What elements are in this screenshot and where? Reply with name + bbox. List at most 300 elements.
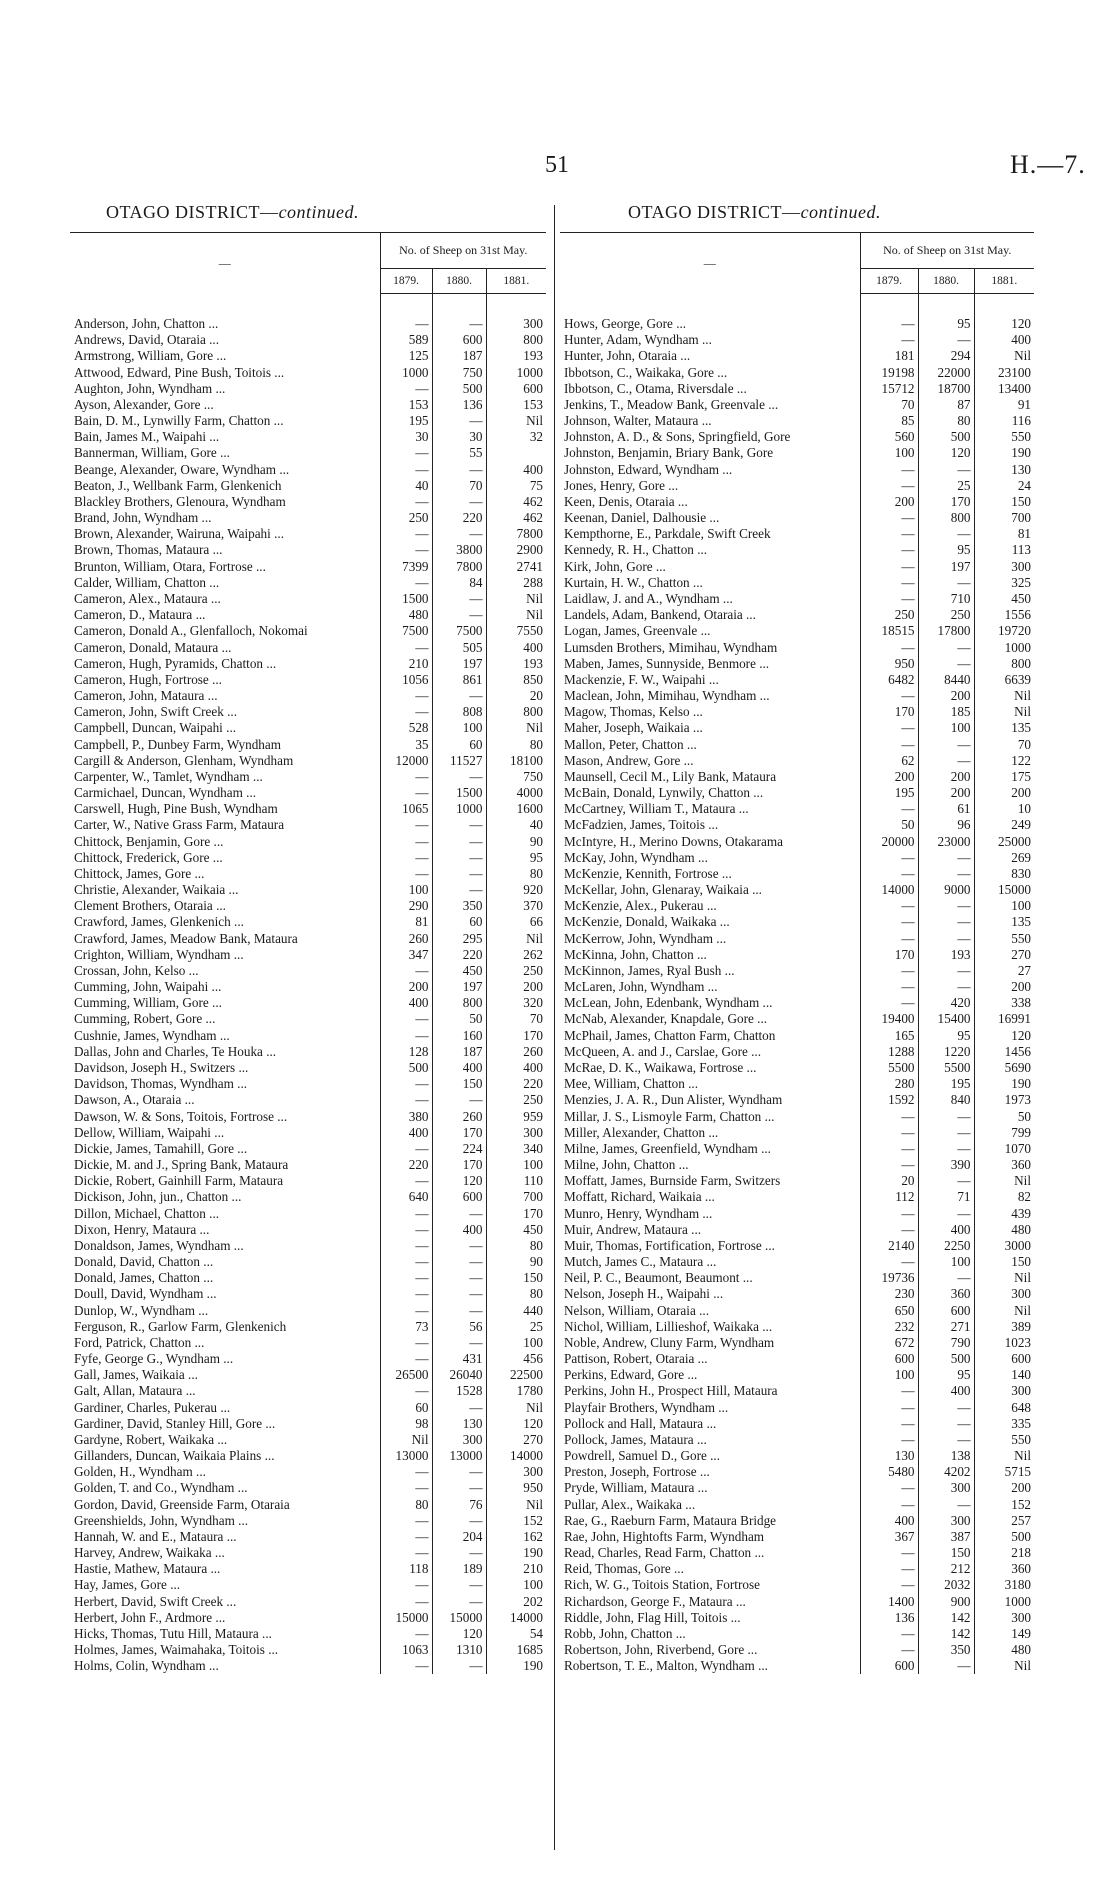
sheep-1879: 100 [380,882,432,898]
sheep-1880: 197 [432,979,486,995]
sheep-1881: 153 [486,397,546,413]
sheep-1881: 200 [486,979,546,995]
sheep-1881: 25000 [974,834,1034,850]
sheep-1880: 170 [432,1125,486,1141]
sheep-1879: — [860,1222,918,1238]
owner-name: Harvey, Andrew, Waikaka ... [74,1545,225,1561]
table-row [70,1189,546,1205]
table-row [70,639,546,655]
owner-name: McKenzie, Alex., Pukerau ... [564,898,717,914]
sheep-1881: 23100 [974,365,1034,381]
sheep-1879: 12000 [380,753,432,769]
page-code: H.—7. [1010,150,1086,179]
sheep-1880: — [918,736,974,752]
owner-name: Cameron, D., Mataura ... [74,607,206,623]
owner-name: Golden, T. and Co., Wyndham ... [74,1480,248,1496]
sheep-1879: — [380,1302,432,1318]
sheep-1879: — [860,1254,918,1270]
owner-name: Lumsden Brothers, Mimihau, Wyndham [564,639,778,655]
left-table-body [70,294,546,1675]
sheep-1880: 22000 [918,365,974,381]
table-row [560,1351,1034,1367]
sheep-1880: — [918,462,974,478]
sheep-1880: — [432,1594,486,1610]
sheep-1880: 500 [918,429,974,445]
sheep-1881: 190 [974,445,1034,461]
owner-name: Dellow, William, Waipahi ... [74,1124,225,1140]
sheep-1881: 80 [486,1238,546,1254]
sheep-1880: 710 [918,591,974,607]
sheep-1879: 165 [860,1028,918,1044]
table-row [70,769,546,785]
owner-name: McLaren, John, Wyndham ... [564,979,718,995]
sheep-1880: — [918,1497,974,1513]
sheep-1879: 50 [860,817,918,833]
owner-name: Ibbotson, C., Otama, Riversdale ... [564,380,747,396]
table-row [560,1222,1034,1238]
sheep-1880: 400 [918,1222,974,1238]
table-row [70,316,546,332]
sheep-1879: — [860,1626,918,1642]
sheep-1881: 40 [486,817,546,833]
sheep-1881: 80 [486,736,546,752]
sheep-1880: 1000 [432,801,486,817]
sheep-1880: — [918,850,974,866]
sheep-1879: 589 [380,332,432,348]
sheep-1880: 220 [432,510,486,526]
table-row [560,1383,1034,1399]
table-row [560,866,1034,882]
owner-name: Miller, Alexander, Chatton ... [564,1124,719,1140]
sheep-1881: 3000 [974,1238,1034,1254]
sheep-1879: 500 [380,1060,432,1076]
sheep-1881: 269 [974,850,1034,866]
sheep-1881: 389 [974,1319,1034,1335]
owner-name: Read, Charles, Read Farm, Chatton ... [564,1545,765,1561]
table-row [70,478,546,494]
table-row [560,963,1034,979]
owner-name: Mallon, Peter, Chatton ... [564,736,697,752]
sheep-1881: 70 [974,736,1034,752]
sheep-1880: 260 [432,1108,486,1124]
owner-name: Jones, Henry, Gore ... [564,477,679,493]
sheep-1880: 130 [432,1416,486,1432]
owner-name: Maunsell, Cecil M., Lily Bank, Mataura [564,768,777,784]
owner-name: Chittock, Frederick, Gore ... [74,849,223,865]
sheep-1881: 190 [486,1545,546,1561]
owner-name: Kurtain, H. W., Chatton ... [564,574,703,590]
sheep-1881: 54 [486,1626,546,1642]
sheep-1880: 5500 [918,1060,974,1076]
sheep-1881: 170 [486,1205,546,1221]
sheep-1880: — [918,898,974,914]
sheep-1881: 170 [486,1028,546,1044]
owner-name: Dillon, Michael, Chatton ... [74,1205,220,1221]
owner-name: McKenzie, Kennith, Fortrose ... [564,865,732,881]
owner-name: Menzies, J. A. R., Dun Alister, Wyndham [564,1092,783,1108]
sheep-1880: 13000 [432,1448,486,1464]
sheep-1881: 400 [486,639,546,655]
sheep-1880: 84 [432,575,486,591]
table-row [70,753,546,769]
sheep-1881: 1685 [486,1642,546,1658]
table-row [560,510,1034,526]
sheep-1881: 202 [486,1594,546,1610]
sheep-1879: 13000 [380,1448,432,1464]
sheep-1881: 480 [974,1642,1034,1658]
left-year-1880: 1880. [432,269,486,294]
sheep-1880: — [432,850,486,866]
table-row [70,1092,546,1108]
right-year-1881: 1881. [974,269,1034,294]
sheep-1879: — [380,785,432,801]
sheep-1879: — [380,817,432,833]
sheep-1879: — [860,995,918,1011]
sheep-1879: 195 [860,785,918,801]
table-row [560,801,1034,817]
sheep-1881: 80 [486,1286,546,1302]
sheep-1879: — [380,1173,432,1189]
sheep-1880: — [918,656,974,672]
sheep-1879: — [380,1513,432,1529]
sheep-1881: 75 [486,478,546,494]
owner-name: Aughton, John, Wyndham ... [74,380,226,396]
table-row [70,656,546,672]
sheep-1880: — [432,1513,486,1529]
owner-name: Herbert, David, Swift Creek ... [74,1593,237,1609]
sheep-1880: — [432,1658,486,1674]
sheep-1880: — [432,1335,486,1351]
sheep-1879: 130 [860,1448,918,1464]
sheep-1879: — [860,462,918,478]
table-row [560,1157,1034,1173]
sheep-1880: 387 [918,1529,974,1545]
table-row [560,1497,1034,1513]
sheep-1880: 861 [432,672,486,688]
table-row [560,462,1034,478]
sheep-1881: 700 [486,1189,546,1205]
sheep-1880: — [918,1125,974,1141]
sheep-1881: 320 [486,995,546,1011]
owner-name: Ayson, Alexander, Gore ... [74,396,214,412]
sheep-1879: 2140 [860,1238,918,1254]
sheep-1880: — [432,882,486,898]
sheep-1880: 790 [918,1335,974,1351]
sheep-1879: 6482 [860,672,918,688]
left-title-text: OTAGO DISTRICT— [106,202,279,222]
owner-name: Mason, Andrew, Gore ... [564,752,694,768]
table-row [560,1610,1034,1626]
sheep-1881: Nil [974,1270,1034,1286]
sheep-1879: 260 [380,931,432,947]
table-row [70,1108,546,1124]
table-row [560,914,1034,930]
sheep-1880: 138 [918,1448,974,1464]
owner-name: Armstrong, William, Gore ... [74,348,227,364]
sheep-1880: — [432,607,486,623]
sheep-1880: — [918,1658,974,1674]
sheep-1879: — [860,542,918,558]
sheep-1880: — [918,1173,974,1189]
sheep-1879: 60 [380,1400,432,1416]
sheep-1881: 27 [974,963,1034,979]
owner-name: Chittock, James, Gore ... [74,865,205,881]
sheep-1880: 80 [918,413,974,429]
sheep-1881: 16991 [974,1011,1034,1027]
sheep-1880: — [918,1270,974,1286]
table-row [70,1642,546,1658]
sheep-1881: 850 [486,672,546,688]
right-group-header: No. of Sheep on 31st May. [860,233,1034,269]
sheep-1881: 400 [486,1060,546,1076]
sheep-1879: — [860,575,918,591]
sheep-1880: 100 [918,1254,974,1270]
sheep-1880: 200 [918,769,974,785]
table-row [70,381,546,397]
sheep-1879: — [860,866,918,882]
table-row [70,575,546,591]
table-row [560,1270,1034,1286]
left-group-header: No. of Sheep on 31st May. [380,233,546,269]
sheep-1879: — [860,591,918,607]
sheep-1879: 250 [860,607,918,623]
sheep-1880: 142 [918,1610,974,1626]
sheep-1881: Nil [486,413,546,429]
owner-name: Perkins, Edward, Gore ... [564,1367,698,1383]
sheep-1880: 8440 [918,672,974,688]
sheep-1881: 3180 [974,1577,1034,1593]
sheep-1880: 87 [918,397,974,413]
table-row [70,1319,546,1335]
sheep-1879: 220 [380,1157,432,1173]
sheep-1879: 250 [380,510,432,526]
sheep-1880: 187 [432,1044,486,1060]
sheep-1880: 170 [918,494,974,510]
table-row [70,720,546,736]
sheep-1880: — [432,1254,486,1270]
spacer-row [560,294,1034,317]
owner-name: Rae, G., Raeburn Farm, Mataura Bridge [564,1512,777,1528]
sheep-1879: 112 [860,1189,918,1205]
table-row [560,1205,1034,1221]
sheep-1880: 17800 [918,623,974,639]
sheep-1881: 135 [974,720,1034,736]
sheep-1879: — [380,1238,432,1254]
sheep-1881: 550 [974,429,1034,445]
table-row [70,850,546,866]
sheep-1881: 262 [486,947,546,963]
table-row [560,575,1034,591]
table-row [560,559,1034,575]
owner-name: Cameron, Donald A., Glenfalloch, Nokomai [74,623,308,639]
sheep-1880: 750 [432,365,486,381]
sheep-1880: 150 [432,1076,486,1092]
sheep-1879: — [380,1545,432,1561]
table-row [70,882,546,898]
sheep-1881: 70 [486,1011,546,1027]
owner-name: Keenan, Daniel, Dalhousie ... [564,510,720,526]
table-row [560,817,1034,833]
left-title-suffix: continued. [278,202,360,222]
sheep-1879: 62 [860,753,918,769]
table-row [560,413,1034,429]
sheep-1879: 640 [380,1189,432,1205]
owner-name: Cameron, Alex., Mataura ... [74,591,221,606]
sheep-1879: — [380,1626,432,1642]
sheep-1879: — [380,1480,432,1496]
sheep-1879: — [860,316,918,332]
owner-name: Cameron, John, Mataura ... [74,688,218,704]
owner-name: McRae, D. K., Waikawa, Fortrose ... [564,1059,757,1075]
owner-name: Carter, W., Native Grass Farm, Mataura [74,817,285,833]
sheep-1879: — [860,1125,918,1141]
table-row [70,947,546,963]
owner-name: Mackenzie, F. W., Waipahi ... [564,671,719,687]
sheep-1881: 4000 [486,785,546,801]
table-row [560,365,1034,381]
sheep-1879: 15000 [380,1610,432,1626]
table-row [70,1383,546,1399]
table-row [560,995,1034,1011]
sheep-1881: Nil [974,688,1034,704]
table-row [560,381,1034,397]
owner-name: Brunton, William, Otara, Fortrose ... [74,558,266,574]
sheep-1880: 212 [918,1561,974,1577]
sheep-1881: 440 [486,1302,546,1318]
table-row [560,1529,1034,1545]
sheep-1879: 100 [860,1367,918,1383]
owner-name: Nelson, William, Otaraia ... [564,1302,709,1318]
sheep-1880: 400 [432,1222,486,1238]
table-row [560,348,1034,364]
sheep-1880: — [432,1092,486,1108]
table-row [560,769,1034,785]
table-row [560,850,1034,866]
sheep-1879: 347 [380,947,432,963]
table-row [560,1480,1034,1496]
sheep-1880: — [918,575,974,591]
sheep-1879: 19198 [860,365,918,381]
sheep-1879: — [380,1076,432,1092]
sheep-1881: 300 [974,1610,1034,1626]
sheep-1880: 450 [432,963,486,979]
owner-name: Mutch, James C., Mataura ... [564,1254,717,1270]
sheep-1879: — [380,639,432,655]
sheep-1879: — [860,1157,918,1173]
sheep-1879: — [860,850,918,866]
table-row [70,1497,546,1513]
sheep-1881: 25 [486,1319,546,1335]
right-title-text: OTAGO DISTRICT— [628,202,801,222]
owner-name: McPhail, James, Chatton Farm, Chatton [564,1027,776,1043]
sheep-1880: — [918,1416,974,1432]
sheep-1881: 100 [486,1157,546,1173]
sheep-1881: 1023 [974,1335,1034,1351]
table-row [560,1189,1034,1205]
table-row [70,1125,546,1141]
table-row [70,898,546,914]
sheep-1880: — [918,753,974,769]
sheep-1881: 1780 [486,1383,546,1399]
sheep-1879: — [380,688,432,704]
sheep-1881: 100 [486,1335,546,1351]
table-row [70,1270,546,1286]
sheep-1881: 100 [486,1577,546,1593]
table-row [560,1028,1034,1044]
sheep-1879: — [380,462,432,478]
sheep-1881: 920 [486,882,546,898]
table-row [70,526,546,542]
sheep-1879: — [860,1577,918,1593]
sheep-1881: 2900 [486,542,546,558]
table-row [70,510,546,526]
table-row [70,1286,546,1302]
owner-name: Cameron, John, Swift Creek ... [74,704,237,720]
sheep-1879: 118 [380,1561,432,1577]
table-row [560,623,1034,639]
owner-name: Pollock, James, Mataura ... [564,1431,707,1447]
owner-name: Donald, David, Chatton ... [74,1254,214,1270]
owner-name: Jenkins, T., Meadow Bank, Greenvale ... [564,396,779,412]
sheep-1879: 153 [380,397,432,413]
sheep-1880: 300 [918,1480,974,1496]
sheep-1879: — [860,688,918,704]
table-row [70,1480,546,1496]
sheep-1880: 294 [918,348,974,364]
sheep-1881: 100 [974,898,1034,914]
sheep-1879: 1400 [860,1594,918,1610]
sheep-1880: 800 [432,995,486,1011]
sheep-1881: 480 [974,1222,1034,1238]
sheep-1881: 116 [974,413,1034,429]
table-row [560,785,1034,801]
owner-name: McKerrow, John, Wyndham ... [564,930,727,946]
sheep-1881: 10 [974,801,1034,817]
sheep-1881: 338 [974,995,1034,1011]
sheep-1881: 110 [486,1173,546,1189]
sheep-1879: — [860,526,918,542]
sheep-1880: 1528 [432,1383,486,1399]
table-row [560,1319,1034,1335]
sheep-1879: — [380,1270,432,1286]
table-row [560,656,1034,672]
sheep-1881: 600 [486,381,546,397]
sheep-1880: 100 [918,720,974,736]
sheep-1881: 335 [974,1416,1034,1432]
sheep-1879: — [860,478,918,494]
owner-name: Crawford, James, Glenkenich ... [74,914,244,930]
sheep-1879: 15712 [860,381,918,397]
owner-name: Rae, John, Hightofts Farm, Wyndham [564,1528,765,1544]
owner-name: Muir, Thomas, Fortification, Fortrose ... [564,1237,775,1253]
sheep-1880: 71 [918,1189,974,1205]
owner-name: Richardson, George F., Mataura ... [564,1593,746,1609]
sheep-1880: 23000 [918,834,974,850]
sheep-1879: 19736 [860,1270,918,1286]
sheep-1880: — [918,979,974,995]
table-row [70,1513,546,1529]
sheep-1880: 390 [918,1157,974,1173]
sheep-1881: 50 [974,1108,1034,1124]
sheep-1880: — [432,866,486,882]
sheep-1879: — [860,1416,918,1432]
sheep-1880: — [432,1545,486,1561]
sheep-1880: — [918,866,974,882]
sheep-1881: 200 [974,1480,1034,1496]
sheep-1880: 204 [432,1529,486,1545]
sheep-1881 [486,445,546,461]
owner-name: Riddle, John, Flag Hill, Toitois ... [564,1609,741,1625]
